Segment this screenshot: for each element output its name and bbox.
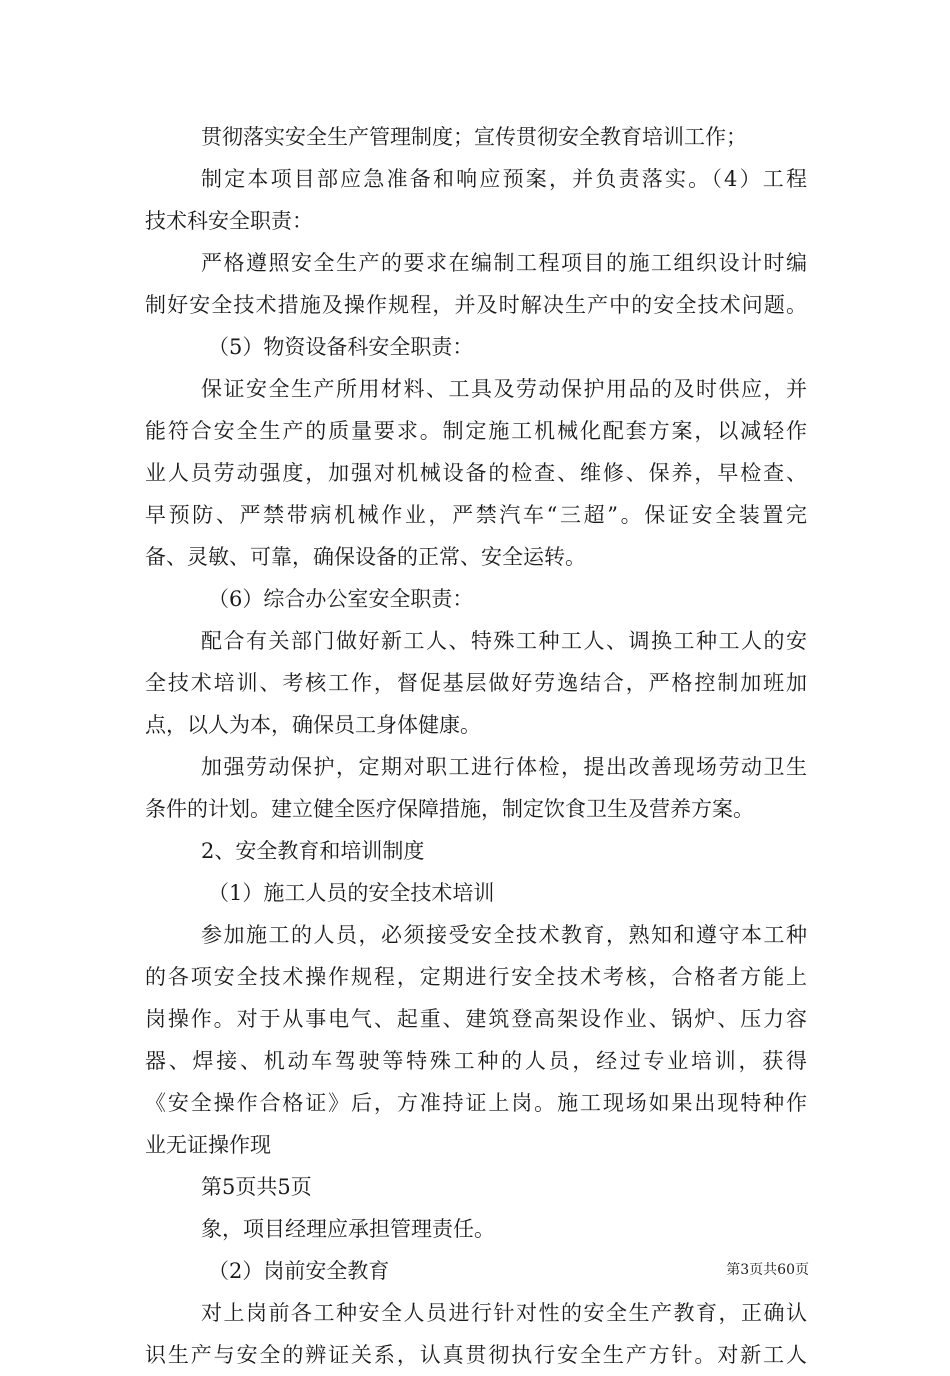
text-line: 加强劳动保护，定期对职工进行体检，提出改善现场劳动卫生	[201, 755, 807, 779]
text-line: 业无证操作现	[145, 1133, 271, 1157]
section-heading: （1）施工人员的安全技术培训	[208, 881, 495, 905]
text-line: 象，项目经理应承担管理责任。	[201, 1217, 495, 1241]
text-line: 技术科安全职责：	[145, 209, 313, 233]
text-line: 备、灵敏、可靠，确保设备的正常、安全运转。	[145, 545, 586, 569]
text-line: 全技术培训、考核工作，督促基层做好劳逸结合，严格控制加班加	[145, 671, 807, 695]
body-text	[145, 116, 807, 1376]
section-heading: （5）物资设备科安全职责：	[208, 335, 474, 359]
inline-page-marker: 第5页共5页	[201, 1175, 312, 1199]
text-line: 岗操作。对于从事电气、起重、建筑登高架设作业、锅炉、压力容	[145, 1007, 807, 1031]
text-line: 能符合安全生产的质量要求。制定施工机械化配套方案，以减轻作	[145, 419, 807, 443]
text-line: 早预防、严禁带病机械作业，严禁汽车“三超”。保证安全装置完	[145, 503, 807, 527]
page-number: 第3页共60页	[726, 1262, 809, 1278]
text-line: 点，以人为本，确保员工身体健康。	[145, 713, 481, 737]
text-line: 参加施工的人员，必须接受安全技术教育，熟知和遵守本工种	[201, 923, 807, 947]
text-line: 的各项安全技术操作规程，定期进行安全技术考核，合格者方能上	[145, 965, 807, 989]
text-line: 贯彻落实安全生产管理制度；宣传贯彻安全教育培训工作；	[201, 125, 747, 149]
text-line: 器、焊接、机动车驾驶等特殊工种的人员，经过专业培训，获得	[145, 1049, 807, 1073]
text-line: 制好安全技术措施及操作规程，并及时解决生产中的安全技术问题。	[145, 293, 807, 317]
text-line: 严格遵照安全生产的要求在编制工程项目的施工组织设计时编	[201, 251, 807, 275]
text-line: 配合有关部门做好新工人、特殊工种工人、调换工种工人的安	[201, 629, 807, 653]
section-heading: 2、安全教育和培训制度	[201, 839, 425, 863]
text-line: 保证安全生产所用材料、工具及劳动保护用品的及时供应，并	[201, 377, 807, 401]
text-line: 《安全操作合格证》后，方准持证上岗。施工现场如果出现特种作	[145, 1091, 807, 1115]
text-line: 业人员劳动强度，加强对机械设备的检查、维修、保养，早检查、	[145, 461, 807, 485]
section-heading: （6）综合办公室安全职责：	[208, 587, 474, 611]
section-heading: （2）岗前安全教育	[208, 1259, 390, 1283]
text-line: 条件的计划。建立健全医疗保障措施，制定饮食卫生及营养方案。	[145, 797, 754, 821]
text-line: 对上岗前各工种安全人员进行针对性的安全生产教育，正确认	[201, 1301, 807, 1325]
text-line: 识生产与安全的辨证关系，认真贯彻执行安全生产方针。对新工人	[145, 1343, 807, 1367]
text-line: 制定本项目部应急准备和响应预案，并负责落实。（4）工程	[201, 167, 807, 191]
